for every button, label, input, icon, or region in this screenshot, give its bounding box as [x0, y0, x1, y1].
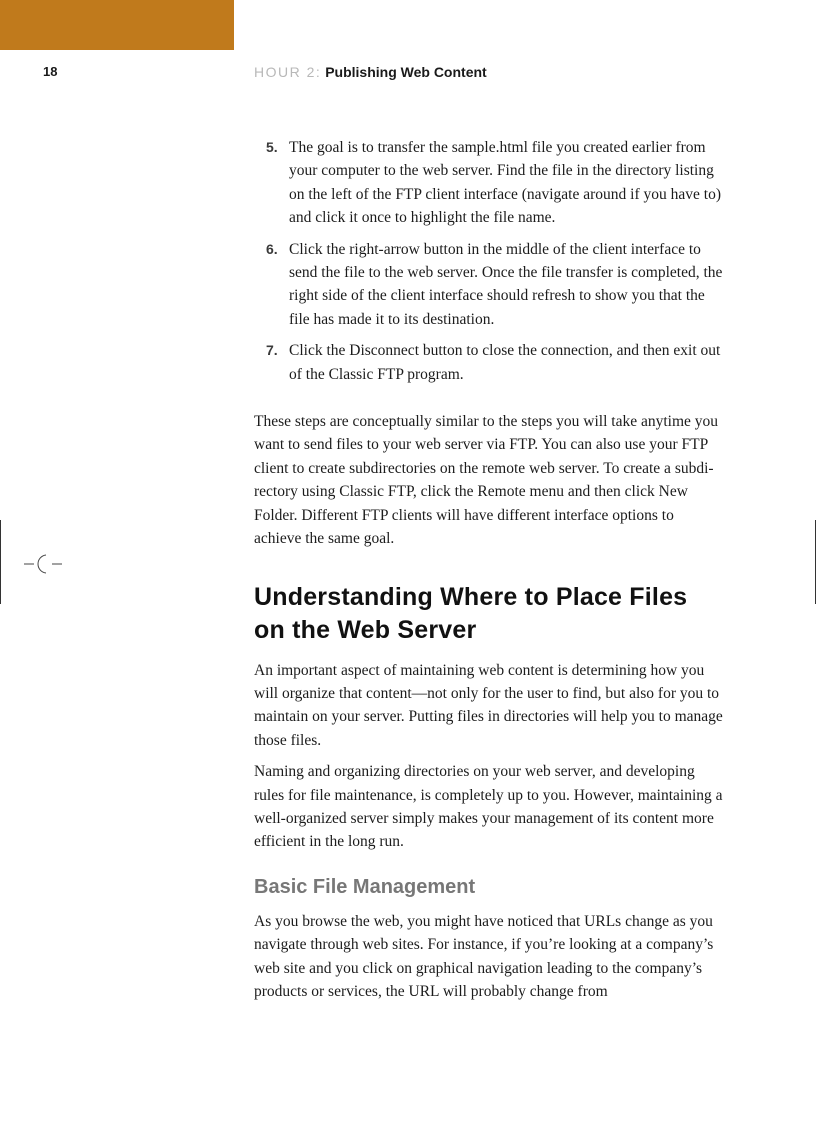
list-item [254, 238, 724, 332]
crop-mark-left [0, 520, 1, 604]
page-number: 18 [43, 64, 58, 79]
step-text: Click the Disconnect button to close the connection, and then exit out of the Classic FTP program. [289, 342, 721, 383]
body-content [254, 136, 724, 1011]
hour-label: HOUR 2: [254, 64, 322, 80]
step-text: The goal is to transfer the sample.html file you created earlier from your computer to the web server. Find the file in the directory listing on the left of the FTP client interface (navigate around if you have to) and click it once to highlight the file name. [289, 139, 721, 227]
section-heading: Understanding Where to Place Files on the Web Server [254, 582, 688, 644]
section-paragraph: Naming and organizing directories on your web server, and developing rules for file maintenance, is completely up to you. However, maintaining a well-organized server simply makes your management of its content more efficient in the long run. [254, 763, 723, 851]
steps-list [254, 136, 724, 386]
step-text: Click the right-arrow button in the middle of the client interface to send the file to the web server. Once the file transfer is completed, the right side of the client interface should refresh to show you that the file has made it to its destination. [289, 240, 723, 328]
registration-mark-icon [24, 552, 64, 576]
step-number: 5. [266, 139, 278, 155]
subsection-heading: Basic File Management [254, 875, 476, 898]
chapter-title: Publishing Web Content [325, 64, 487, 80]
list-item [254, 339, 724, 386]
step-number: 7. [266, 342, 278, 359]
list-item [254, 136, 724, 230]
section-paragraph: An important aspect of maintaining web content is determining how you will organize that content—not only for the user to find, but also for you to maintain on your server. Putting files in directories will help you to manage those files. [254, 661, 723, 749]
subsection-paragraph: As you browse the web, you might have noticed that URLs change as you navigate through web sites. For instance, if you’re looking at a company’s web site and you click on graphical navigation leading to the company’s products or services, the URL will probably change from [254, 912, 714, 1000]
corner-tab [0, 0, 234, 50]
running-head [254, 64, 487, 80]
intro-paragraph: These steps are conceptually similar to the steps you will take anytime you want to send files to your web server via FTP. You can also use your FTP client to create subdirectories on the remote web server. To create a subdirectory using Classic FTP, click the Remote menu and then click New Folder. Different FTP clients will have different interface options to achieve the same goal. [254, 413, 719, 548]
step-number: 6. [266, 240, 278, 257]
